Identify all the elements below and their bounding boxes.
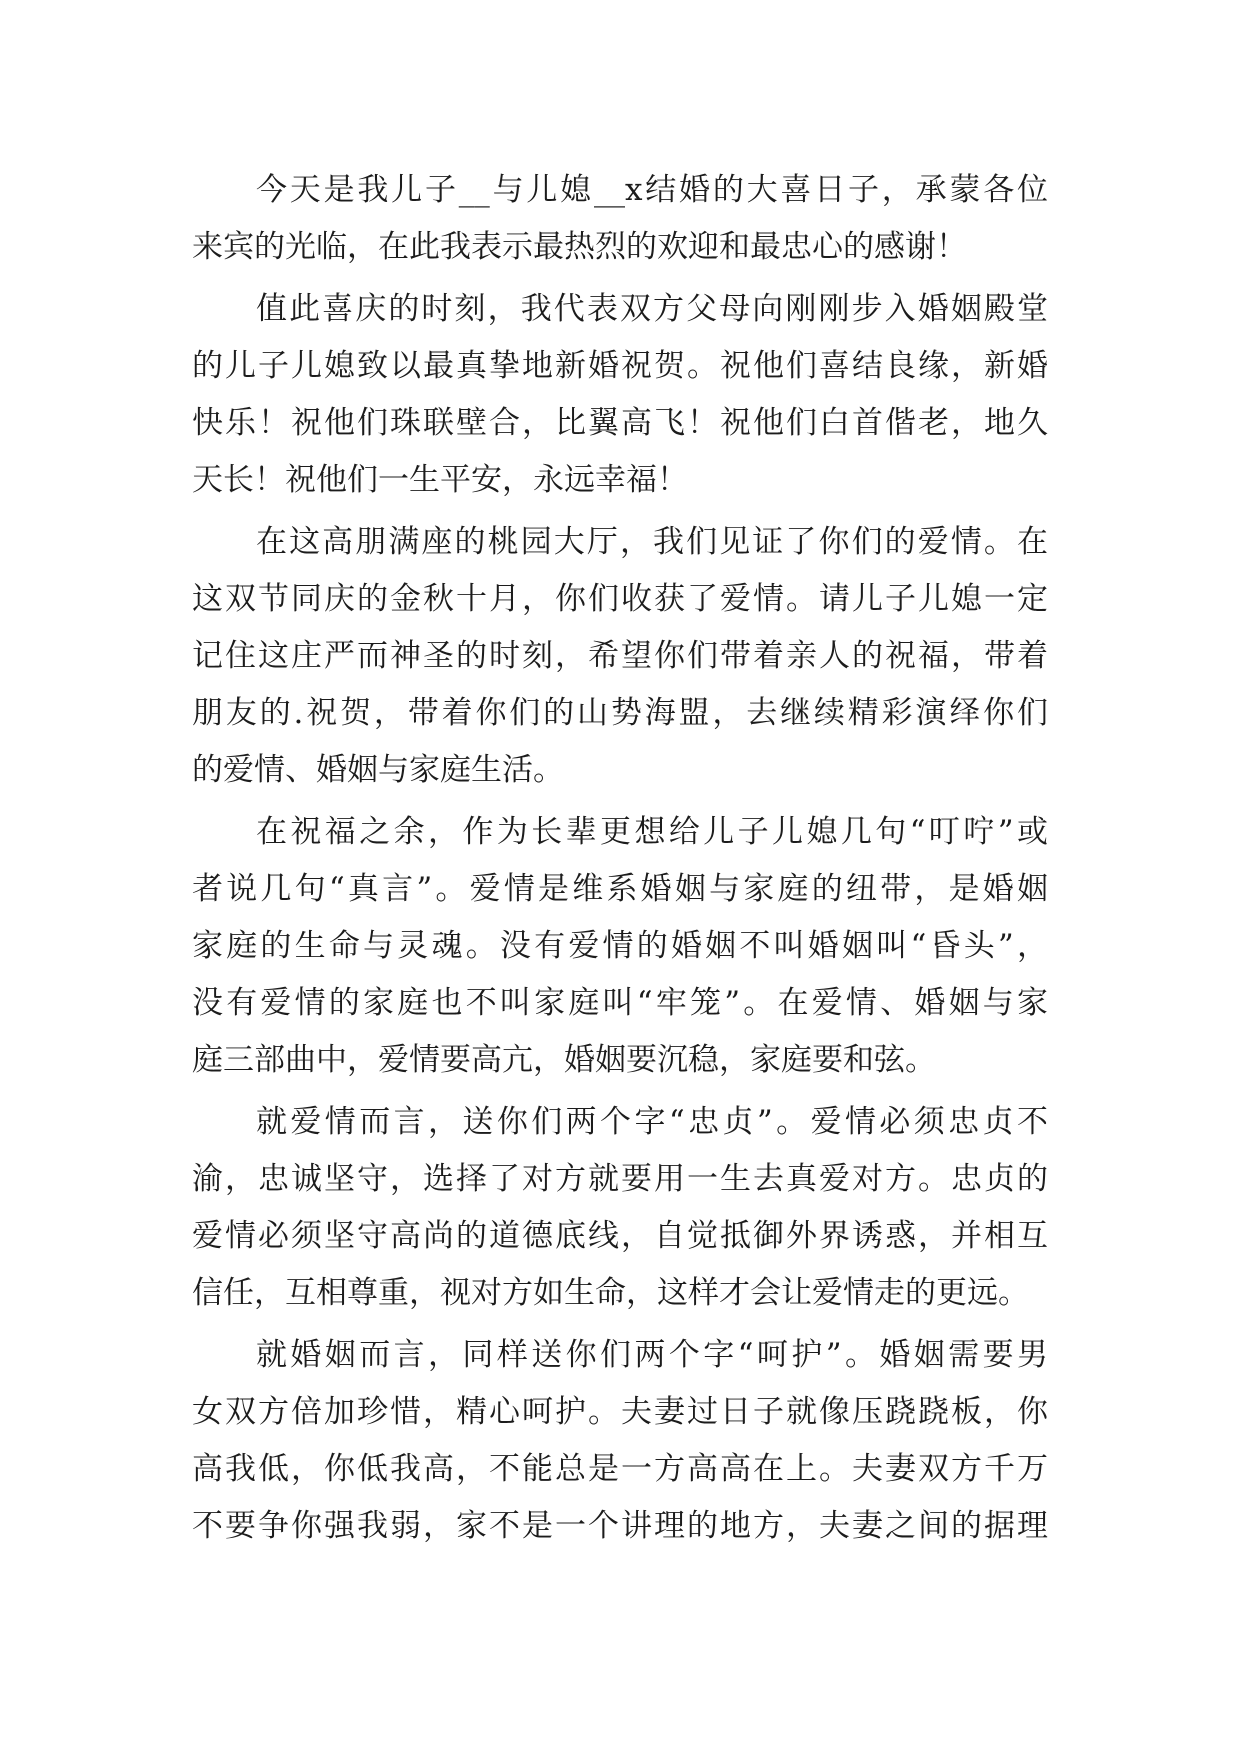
text-line: 快乐！祝他们珠联壁合，比翼高飞！祝他们白首偕老，地久: [192, 405, 1048, 441]
paragraph: [192, 804, 1048, 1089]
text-line: 就爱情而言，送你们两个字“忠贞”。爱情必须忠贞不: [256, 1104, 1048, 1140]
text-line: 的爱情、婚姻与家庭生活。: [192, 752, 564, 788]
text-line: 来宾的光临，在此我表示最热烈的欢迎和最忠心的感谢！: [192, 229, 967, 265]
text-line: 天长！祝他们一生平安，永远幸福！: [192, 462, 688, 498]
paragraph: [192, 1094, 1048, 1322]
text-line: 信任，互相尊重，视对方如生命，这样才会让爱情走的更远。: [192, 1275, 1029, 1311]
text-line: 渝，忠诚坚守，选择了对方就要用一生去真爱对方。忠贞的: [192, 1161, 1048, 1197]
paragraph: [192, 162, 1048, 276]
text-line: 没有爱情的家庭也不叫家庭叫“牢笼”。在爱情、婚姻与家: [192, 985, 1048, 1021]
text-line: 在这高朋满座的桃园大厅，我们见证了你们的爱情。在: [256, 524, 1048, 560]
text-line: 家庭的生命与灵魂。没有爱情的婚姻不叫婚姻叫“昏头”，: [192, 928, 1048, 964]
paragraph: [192, 1327, 1048, 1555]
paragraph: [192, 514, 1048, 799]
document-body: [192, 162, 1048, 1555]
text-line: 者说几句“真言”。爱情是维系婚姻与家庭的纽带，是婚姻: [192, 871, 1048, 907]
text-line: 女双方倍加珍惜，精心呵护。夫妻过日子就像压跷跷板，你: [192, 1394, 1048, 1430]
text-line: 爱情必须坚守高尚的道德底线，自觉抵御外界诱惑，并相互: [192, 1218, 1048, 1254]
text-line: 庭三部曲中，爱情要高亢，婚姻要沉稳，家庭要和弦。: [192, 1042, 936, 1078]
text-line: 高我低，你低我高，不能总是一方高高在上。夫妻双方千万: [192, 1451, 1048, 1487]
text-line: 不要争你强我弱，家不是一个讲理的地方，夫妻之间的据理: [192, 1508, 1048, 1544]
text-line: 朋友的.祝贺，带着你们的山势海盟，去继续精彩演绎你们: [192, 695, 1048, 731]
text-line: 在祝福之余，作为长辈更想给儿子儿媳几句“叮咛”或: [256, 814, 1048, 850]
text-line: 记住这庄严而神圣的时刻，希望你们带着亲人的祝福，带着: [192, 638, 1048, 674]
text-line: 的儿子儿媳致以最真挚地新婚祝贺。祝他们喜结良缘，新婚: [192, 348, 1048, 384]
text-line: 今天是我儿子__与儿媳__x结婚的大喜日子，承蒙各位: [256, 172, 1048, 208]
paragraph: [192, 281, 1048, 509]
text-line: 这双节同庆的金秋十月，你们收获了爱情。请儿子儿媳一定: [192, 581, 1048, 617]
text-line: 就婚姻而言，同样送你们两个字“呵护”。婚姻需要男: [256, 1337, 1048, 1373]
text-line: 值此喜庆的时刻，我代表双方父母向刚刚步入婚姻殿堂: [256, 291, 1048, 327]
